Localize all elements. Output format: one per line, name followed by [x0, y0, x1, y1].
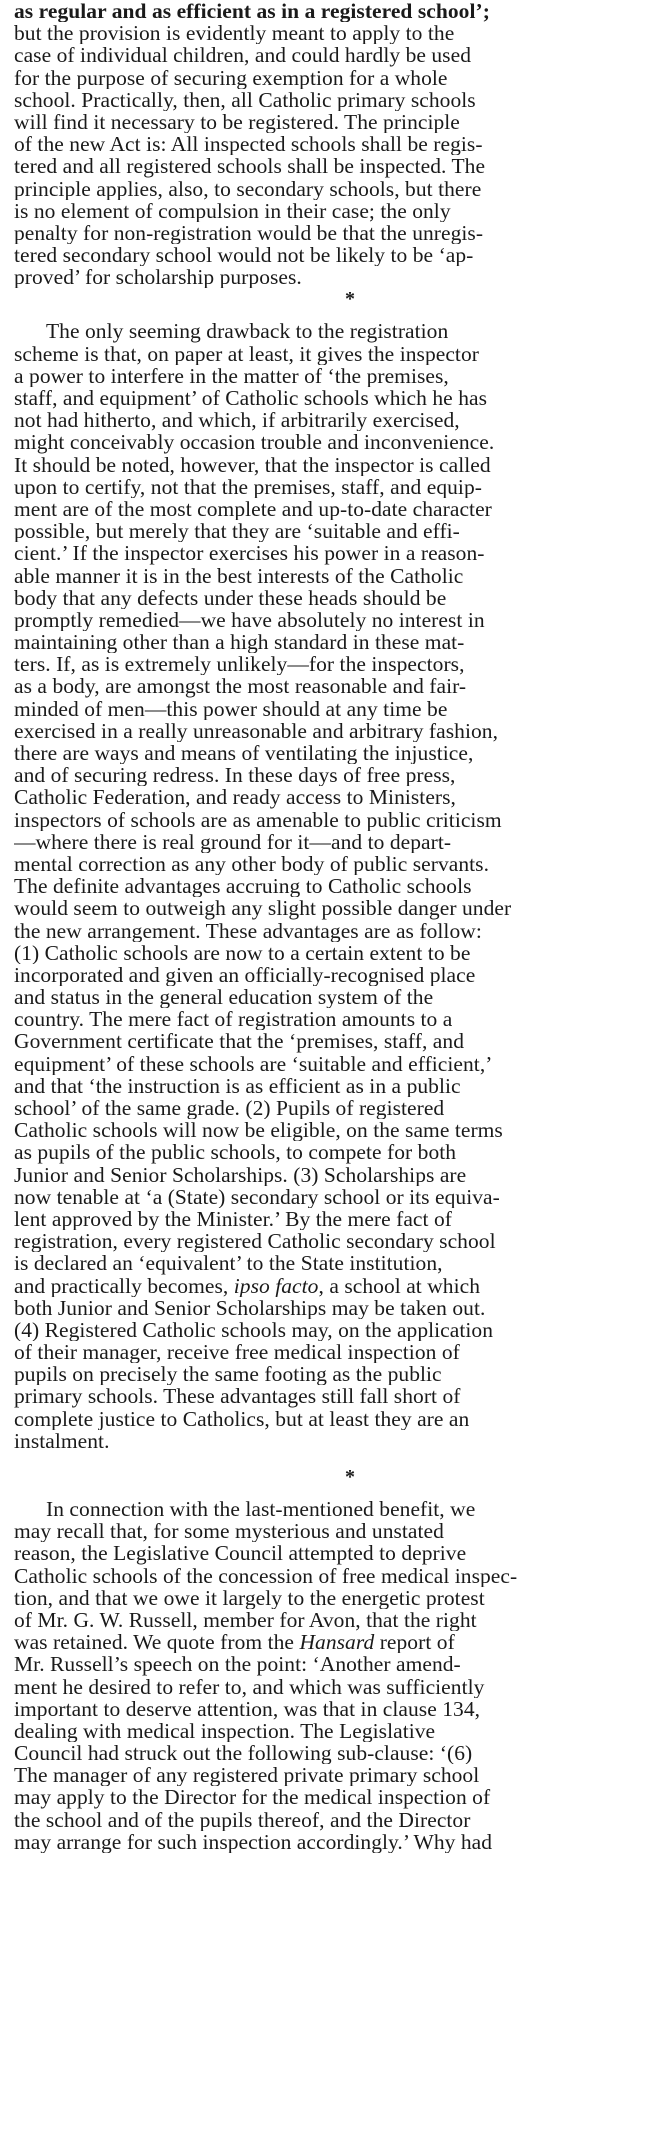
text-line: as pupils of the public schools, to compete for both — [14, 1141, 457, 1164]
text-line: Government certificate that the ‘premises, staff, and — [14, 1030, 464, 1053]
text-line: there are ways and means of ventilating the injustice, — [14, 742, 474, 765]
text-line: (4) Registered Catholic schools may, on the application — [14, 1318, 494, 1342]
text-line: complete justice to Catholics, but at least they are an — [14, 1407, 470, 1430]
text-line: ment are of the most complete and up-to-date character — [14, 497, 492, 521]
text-line: as regular and as efficient as in a registered school’; — [14, 0, 490, 23]
text-line: lent approved by the Minister.’ By the mere fact of — [14, 1207, 452, 1231]
text-line: The only seeming drawback to the registration — [46, 320, 449, 343]
text-line: case of individual children, and could hardly be used — [14, 44, 471, 67]
text-line: country. The mere fact of registration amounts to a — [14, 1008, 453, 1031]
text-line: penalty for non-registration would be that the unregis- — [14, 221, 484, 245]
text-line: minded of men—this power should at any time be — [14, 697, 448, 720]
text-line: incorporated and given an officially-recognised place — [14, 963, 476, 987]
text-line: registration, every registered Catholic secondary school — [14, 1230, 496, 1253]
text-line: dealing with medical inspection. The Legislative — [14, 1719, 436, 1743]
paragraph-registration-advantages — [14, 320, 626, 1452]
text-line: pupils on precisely the same footing as the public — [14, 1363, 442, 1386]
text-line: a power to interfere in the matter of ‘the premises, — [14, 364, 449, 387]
text-line: promptly remedied—we have absolutely no interest in — [14, 608, 485, 632]
text-line: reason, the Legislative Council attempted to deprive — [14, 1542, 467, 1565]
text-line: may apply to the Director for the medical inspection of — [14, 1786, 491, 1809]
text-line: and that ‘the instruction is as efficient as in a public — [14, 1074, 461, 1097]
text-line: primary schools. These advantages still fall short of — [14, 1385, 461, 1408]
text-line: The definite advantages accruing to Catholic schools — [14, 875, 472, 898]
text-line: tion, and that we owe it largely to the energetic protest — [14, 1586, 485, 1609]
text-line: and status in the general education system of the — [14, 986, 434, 1009]
text-line: of their manager, receive free medical inspection of — [14, 1341, 460, 1364]
text-line: the new arrangement. These advantages are as follow: — [14, 919, 482, 942]
text-line: tered and all registered schools shall be inspected. The — [14, 155, 486, 178]
text-line: proved’ for scholarship purposes. — [14, 266, 302, 289]
text-line: of the new Act is: All inspected schools shall be regis- — [14, 133, 483, 156]
text-line: staff, and equipment’ of Catholic schools which he has — [14, 387, 488, 410]
paragraph-medical-inspection — [14, 1498, 626, 1853]
paragraph-registration-principle — [14, 0, 626, 288]
text-line: of Mr. G. W. Russell, member for Avon, that the right — [14, 1608, 477, 1632]
text-line: mental correction as any other body of public servants. — [14, 852, 490, 876]
text-line: Junior and Senior Scholarships. (3) Scholarships are — [14, 1163, 467, 1186]
text-line: cient.’ If the inspector exercises his power in a reason- — [14, 542, 485, 565]
text-line: Catholic schools will now be eligible, on the same terms — [14, 1119, 503, 1142]
section-separator: * — [345, 1466, 355, 1488]
text-line: the school and of the pupils thereof, and the Director — [14, 1808, 471, 1831]
text-line: scheme is that, on paper at least, it gives the inspector — [14, 342, 479, 365]
text-line: as a body, are amongst the most reasonable and fair- — [14, 675, 467, 698]
text-line: now tenable at ‘a (State) secondary school or its equiva- — [14, 1185, 500, 1208]
text-line: maintaining other than a high standard in these mat- — [14, 631, 465, 654]
text-line: ment he desired to refer to, and which was sufficiently — [14, 1675, 485, 1698]
text-line: able manner it is in the best interests of the Catholic — [14, 564, 464, 587]
text-line: both Junior and Senior Scholarships may be taken out. — [14, 1296, 486, 1319]
text-line: may arrange for such inspection accordingly.’ Why had — [14, 1830, 493, 1853]
text-line: school. Practically, then, all Catholic primary schools — [14, 88, 476, 111]
text-line: Mr. Russell’s speech on the point: ‘Another amend- — [14, 1653, 461, 1676]
text-line: for the purpose of securing exemption for a whole — [14, 66, 448, 89]
article-page — [14, 0, 626, 1853]
text-line: ters. If, as is extremely unlikely—for the inspectors, — [14, 653, 465, 676]
text-line: but the provision is evidently meant to apply to the — [14, 22, 455, 45]
text-line: would seem to outweigh any slight possible danger under — [14, 897, 512, 920]
text-line: inspectors of schools are as amenable to public criticism — [14, 808, 502, 831]
text-line: may recall that, for some mysterious and unstated — [14, 1520, 444, 1543]
text-line: upon to certify, not that the premises, staff, and equip- — [14, 475, 482, 498]
text-line: not had hitherto, and which, if arbitrarily exercised, — [14, 409, 460, 432]
text-line: instalment. — [14, 1429, 110, 1452]
text-line: Catholic Federation, and ready access to Ministers, — [14, 786, 456, 809]
text-line: important to deserve attention, was that in clause 134, — [14, 1697, 481, 1720]
text-line: Council had struck out the following sub-clause: ‘(6) — [14, 1742, 473, 1765]
text-line: was retained. We quote from the Hansard report of — [14, 1631, 455, 1654]
text-line: is declared an ‘equivalent’ to the State institution, — [14, 1252, 443, 1275]
text-line: school’ of the same grade. (2) Pupils of registered — [14, 1097, 445, 1120]
text-line: and practically becomes, ipso facto, a school at which — [14, 1274, 481, 1297]
text-line: —where there is real ground for it—and to depart- — [14, 830, 452, 853]
text-line: The manager of any registered private primary school — [14, 1764, 480, 1787]
text-line: It should be noted, however, that the inspector is called — [14, 453, 491, 476]
text-line: (1) Catholic schools are now to a certain extent to be — [14, 941, 471, 964]
text-line: tered secondary school would not be likely to be ‘ap- — [14, 244, 474, 267]
text-line: will find it necessary to be registered. The principle — [14, 110, 460, 134]
text-line: Catholic schools of the concession of free medical inspec- — [14, 1564, 518, 1587]
text-line: is no element of compulsion in their case; the only — [14, 199, 451, 222]
text-line: principle applies, also, to secondary schools, but there — [14, 177, 482, 200]
text-line: body that any defects under these heads should be — [14, 586, 447, 609]
section-separator: * — [345, 288, 355, 311]
text-line: might conceivably occasion trouble and inconvenience. — [14, 431, 495, 454]
text-line: and of securing redress. In these days of free press, — [14, 764, 456, 787]
text-line: In connection with the last-mentioned benefit, we — [46, 1498, 476, 1521]
text-line: possible, but merely that they are ‘suitable and effi- — [14, 520, 460, 543]
text-line: equipment’ of these schools are ‘suitable and efficient,’ — [14, 1052, 493, 1075]
text-line: exercised in a really unreasonable and arbitrary fashion, — [14, 719, 498, 742]
